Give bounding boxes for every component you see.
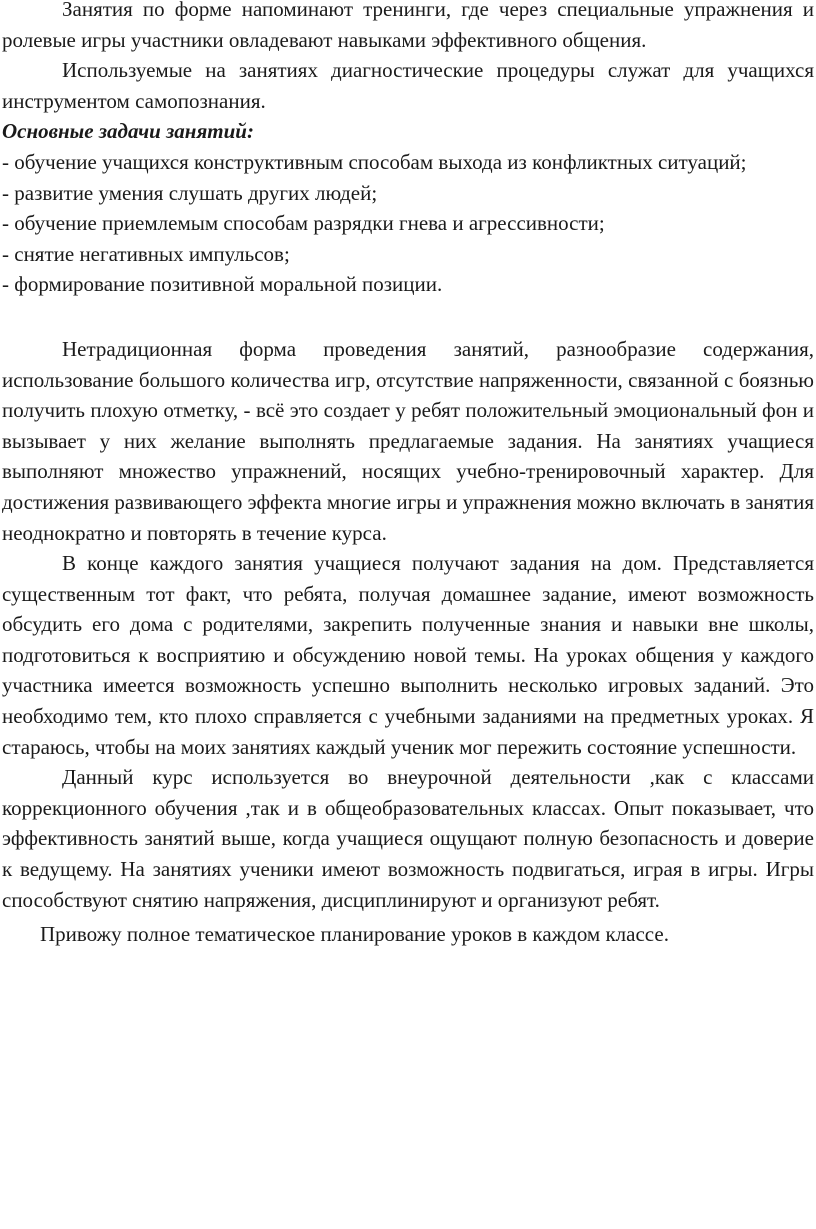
list-item: - развитие умения слушать других людей; bbox=[2, 180, 378, 205]
list-item: - обучение приемлемым способам разрядки гнева и агрессивности; bbox=[2, 211, 605, 236]
tasks-heading: Основные задачи занятий: bbox=[2, 119, 254, 144]
list-item: - обучение учащихся конструктивным способам выхода из конфликтных ситуаций; bbox=[2, 149, 747, 174]
tasks-list bbox=[2, 147, 814, 300]
closing-paragraph: Привожу полное тематическое планирование уроков в каждом классе. bbox=[40, 922, 669, 947]
list-item: - формирование позитивной моральной позиции. bbox=[2, 272, 443, 297]
blank-line bbox=[2, 300, 814, 334]
paragraph-main-3: Данный курс используется во внеурочной деятельности ,как с классами коррекционного обучения ,так и в общеобразовательных классах. Опыт показывает, что эффективность занятий выше, когда учащиеся ощущают полную безопасность и доверие к ведущему. На занятиях ученики имеют возможность подвигаться, играя в игры. Игры способствуют снятию напряжения, дисциплинируют и организуют ребят. bbox=[2, 765, 814, 912]
paragraph-intro-2: Используемые на занятиях диагностические процедуры служат для учащихся инструментом самопознания. bbox=[2, 58, 814, 113]
list-item: - снятие негативных импульсов; bbox=[2, 241, 290, 266]
paragraph-main-2: В конце каждого занятия учащиеся получают задания на дом. Представляется существенным тот факт, что ребята, получая домашнее задание, имеют возможность обсудить его дома с родителями, закрепить полученные знания и навыки вне школы, подготовиться к восприятию и обсуждению новой темы. На уроках общения у каждого участника имеется возможность успешно выполнить несколько игровых заданий. Это необходимо тем, кто плохо справляется с учебными заданиями на предметных уроках. Я стараюсь, чтобы на моих занятиях каждый ученик мог пережить состояние успешности. bbox=[2, 551, 814, 759]
paragraph-main-1: Нетрадиционная форма проведения занятий, разнообразие содержания, использование большого количества игр, отсутствие напряженности, связанной с боязнью получить плохую отметку, - всё это создает у ребят положительный эмоциональный фон и вызывает у них желание выполнять предлагаемые задания. На занятиях учащиеся выполняют множество упражнений, носящих учебно-тренировочный характер. Для достижения развивающего эффекта многие игры и упражнения можно включать в занятия неоднократно и повторять в течение курса. bbox=[2, 336, 814, 545]
paragraph-intro-1: Занятия по форме напоминают тренинги, где через специальные упражнения и ролевые игры участники овладевают навыками эффективного общения. bbox=[2, 0, 814, 52]
